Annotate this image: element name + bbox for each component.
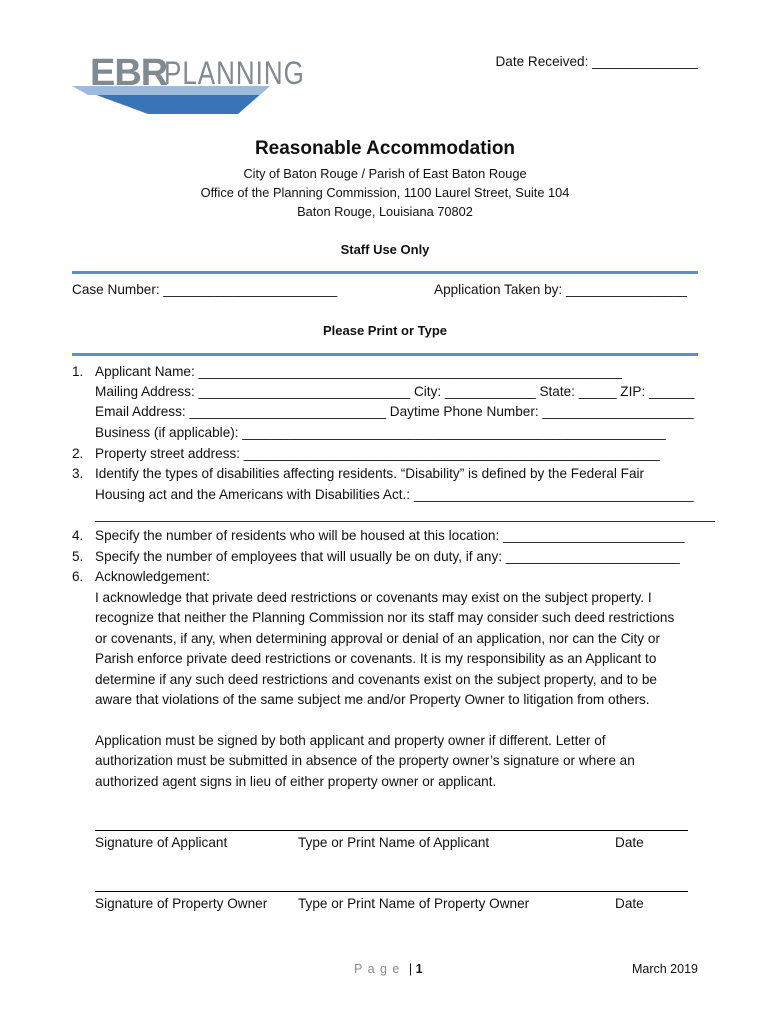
owner-name-label: Type or Print Name of Property Owner [298,896,530,911]
email-address-field[interactable]: Email Address: __________________________ Daytime Phone Number: ____________________ [95,404,694,419]
page-indicator [354,962,423,976]
applicant-signature-label: Signature of Applicant [95,835,228,850]
date-received-field[interactable]: Date Received: ______________ [495,54,698,69]
ack-line: determine if any such deed restrictions and covenants exist on the subject property, and to be [95,672,657,687]
disabilities-field[interactable]: Housing act and the Americans with Disabilities Act.: _____________________________________ [95,487,694,502]
item-number: 6. [72,569,84,584]
page-label: P a g e [354,962,401,976]
owner-signature-label: Signature of Property Owner [95,896,268,911]
sign-note-line: authorized agent signs in lieu of either property owner or applicant. [95,774,497,789]
mailing-address-field[interactable]: Mailing Address: ____________________________ City: ____________ State: _____ ZIP: ______ [95,384,695,399]
ack-line: recognize that neither the Planning Commission nor its staff may consider such deed restrictions [95,610,675,625]
page-number: 1 [415,962,423,976]
divider-bar [72,271,698,274]
item-number: 1. [72,364,84,379]
footer-date: March 2019 [631,962,698,976]
divider-bar [72,353,698,356]
employees-field[interactable]: Specify the number of employees that will usually be on duty, if any: _______________________ [95,549,680,564]
residents-field[interactable]: Specify the number of residents who will be housed at this location: ________________________ [95,528,685,543]
applicant-name-label: Type or Print Name of Applicant [298,835,490,850]
acknowledgement-heading: Acknowledgement: [95,569,210,584]
item-number: 2. [72,446,84,461]
ebr-planning-logo [70,44,305,118]
disabilities-question: Identify the types of disabilities affecting residents. “Disability” is defined by the Federal Fair [95,466,645,481]
page-separator: | [408,962,413,976]
case-number-field[interactable]: Case Number: _______________________ [72,282,338,297]
application-taken-by-field[interactable]: Application Taken by: ________________ [434,282,687,297]
ack-line: Parish enforce private deed restrictions or covenants. It is my responsibility as an Applicant to [95,651,657,666]
sign-note-line: Application must be signed by both applicant and property owner if different. Letter of [95,733,606,748]
item-number: 5. [72,549,84,564]
ack-line: or covenants, if any, when determining approval or denial of an application, nor can the City or [95,631,660,646]
staff-use-only-heading: Staff Use Only [340,242,430,257]
business-field[interactable]: Business (if applicable): ________________________________________________________ [95,425,666,440]
applicant-signature-line[interactable] [95,830,688,831]
subtitle-line-1: City of Baton Rouge / Parish of East Baton Rouge [243,166,527,181]
item-number: 4. [72,528,84,543]
ack-line: I acknowledge that private deed restrictions or covenants may exist on the subject property. I [95,590,652,605]
sign-note-line: authorization must be submitted in absence of the property owner’s signature or where an [95,753,635,768]
applicant-date-label: Date [615,835,644,850]
subtitle-line-3: Baton Rouge, Louisiana 70802 [297,204,473,219]
subtitle-line-2: Office of the Planning Commission, 1100 Laurel Street, Suite 104 [200,185,570,200]
logo-text-ebr: EBR [90,52,168,94]
item-number: 3. [72,466,84,481]
owner-date-label: Date [615,896,644,911]
page-title: Reasonable Accommodation [254,138,516,159]
please-print-heading: Please Print or Type [322,323,448,338]
disabilities-field-continued[interactable]: __________________________________________________________________________________ [95,507,715,522]
ack-line: aware that violations of the same subject me and/or Property Owner to litigation from others. [95,692,650,707]
property-address-field[interactable]: Property street address: _______________________________________________________ [95,446,660,461]
logo-text-planning: PLANNING [164,55,305,92]
applicant-name-field[interactable]: Applicant Name: ________________________________________________________ [95,364,622,379]
owner-signature-line[interactable] [95,891,688,892]
